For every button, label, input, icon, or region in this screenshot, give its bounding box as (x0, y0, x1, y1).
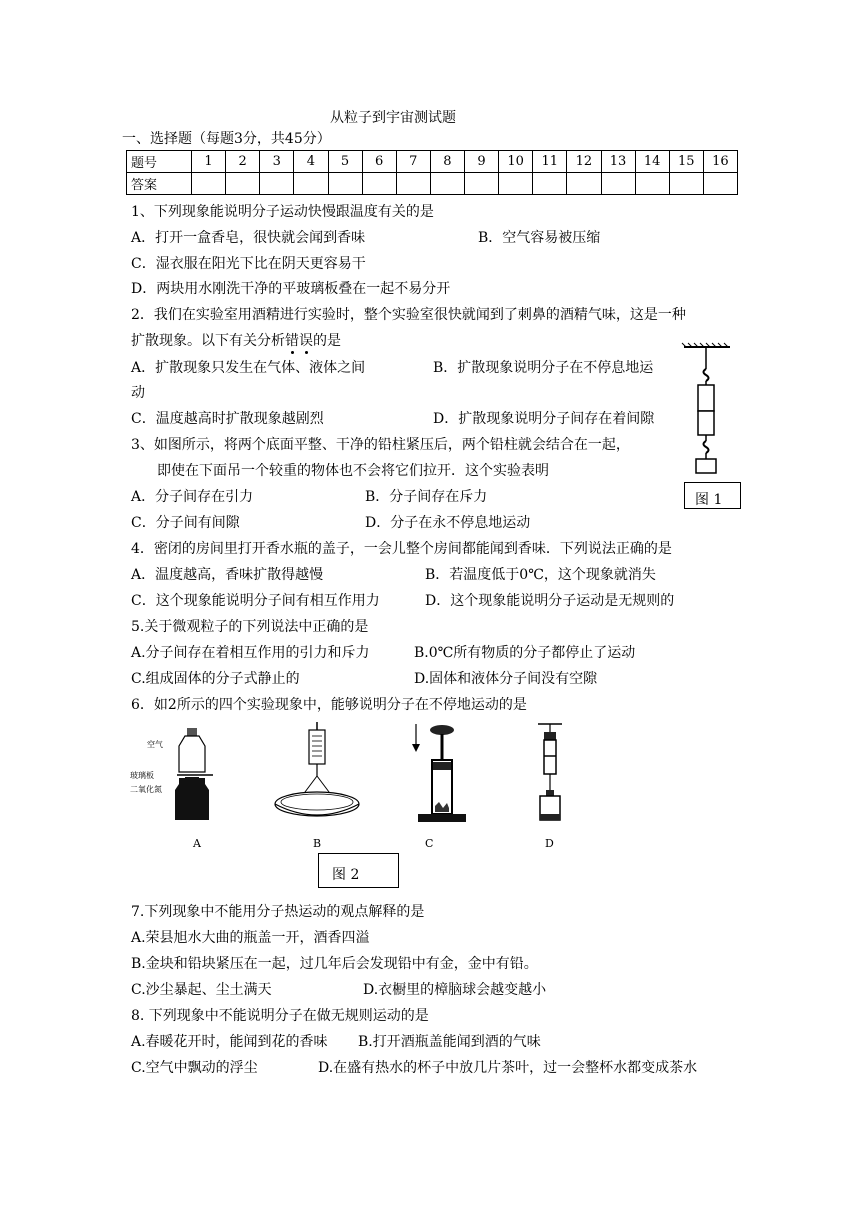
table-cell: 10 (499, 151, 533, 173)
q1-option-a: A．打开一盒香皂，很快就会闻到香味 (131, 230, 366, 246)
q1-option-c: C．湿衣服在阳光下比在阴天更容易干 (131, 256, 366, 272)
q2-option-b: B．扩散现象说明分子在不停息地运 (433, 360, 654, 376)
q1-option-d: D．两块用水刚洗干净的平玻璃板叠在一起不易分开 (131, 281, 451, 297)
q1-option-b: B．空气容易被压缩 (478, 230, 601, 246)
q5-option-c: C.组成固体的分子式静止的 (131, 671, 300, 687)
answer-cell[interactable] (328, 173, 362, 195)
q5-option-d: D.固体和液体分子间没有空隙 (414, 671, 598, 687)
q4-option-d: D．这个现象能说明分子运动是无规则的 (425, 593, 675, 609)
table-cell: 9 (465, 151, 499, 173)
answer-cell[interactable] (192, 173, 226, 195)
q2-stem-line2: 扩散现象。以下有关分析错误的是 (131, 333, 341, 349)
figure-2-label: 图 2 (332, 867, 360, 883)
q7-option-c: C.沙尘暴起、尘土满天 (131, 982, 272, 998)
q4-option-b: B．若温度低于0℃，这个现象就消失 (425, 567, 656, 583)
q7-option-b: B.金块和铅块紧压在一起，过几年后会发现铅中有金，金中有铅。 (131, 956, 538, 972)
q4-option-c: C．这个现象能说明分子间有相互作用力 (131, 593, 380, 609)
table-cell: 12 (567, 151, 601, 173)
q3-stem-line1: 3、如图所示，将两个底面平整、干净的铅柱紧压后，两个铅柱就会结合在一起， (131, 437, 630, 453)
q2-option-b-wrap: 动 (131, 385, 145, 401)
q3-option-d: D．分子在永不停息地运动 (365, 515, 531, 531)
q8-option-b: B.打开酒瓶盖能闻到酒的气味 (358, 1034, 541, 1050)
answer-cell[interactable] (635, 173, 669, 195)
q4-option-a: A．温度越高，香味扩散得越慢 (131, 567, 324, 583)
table-row (127, 173, 738, 195)
q3-stem-line2: 即使在下面吊一个较重的物体也不会将它们拉开．这个实验表明 (157, 463, 549, 479)
figure-2b-spring-scale (272, 722, 362, 826)
answer-cell[interactable] (669, 173, 703, 195)
figure-1-lead-cylinders (682, 343, 742, 483)
answer-cell[interactable] (430, 173, 464, 195)
table-cell: 13 (601, 151, 635, 173)
answer-cell[interactable] (260, 173, 294, 195)
figure-2d-lead-cylinders (530, 722, 570, 828)
answer-cell[interactable] (533, 173, 567, 195)
table-header-number: 题号 (127, 151, 192, 173)
figure-2-label-a: A (193, 837, 201, 850)
table-cell: 14 (635, 151, 669, 173)
figure-1-label-box (684, 482, 741, 509)
table-cell: 1 (192, 151, 226, 173)
q5-option-b: B.0℃所有物质的分子都停止了运动 (414, 645, 636, 661)
table-cell: 16 (703, 151, 737, 173)
q8-option-d: D.在盛有热水的杯子中放几片茶叶，过一会整杯水都变成茶水 (318, 1060, 698, 1076)
answer-cell[interactable] (499, 173, 533, 195)
figure-2a-label-air: 空气 (147, 740, 163, 749)
answer-cell[interactable] (294, 173, 328, 195)
section-heading: 一、选择题（每题3分，共45分） (122, 131, 331, 147)
q2-option-c: C．温度越高时扩散现象越剧烈 (131, 411, 324, 427)
table-header-answer: 答案 (127, 173, 192, 195)
table-cell: 3 (260, 151, 294, 173)
q4-stem: 4．密闭的房间里打开香水瓶的盖子，一会儿整个房间都能闻到香味．下列说法正确的是 (131, 541, 672, 557)
answer-cell[interactable] (703, 173, 737, 195)
q7-stem: 7.下列现象中不能用分子热运动的观点解释的是 (131, 904, 425, 920)
figure-2-label-d: D (545, 837, 554, 850)
table-cell: 8 (430, 151, 464, 173)
answer-cell[interactable] (226, 173, 260, 195)
answer-cell[interactable] (601, 173, 635, 195)
table-cell: 7 (396, 151, 430, 173)
table-cell: 2 (226, 151, 260, 173)
table-cell: 11 (533, 151, 567, 173)
figure-2a-label-no2: 二氧化氮 (130, 785, 162, 794)
answer-cell[interactable] (362, 173, 396, 195)
figure-2c-compression-cylinder (404, 722, 464, 828)
q1-stem: 1、下列现象能说明分子运动快慢跟温度有关的是 (131, 204, 434, 220)
q7-option-d: D.衣橱里的樟脑球会越变越小 (363, 982, 547, 998)
q2-option-d: D．扩散现象说明分子间存在着间隙 (433, 411, 655, 427)
figure-2-label-c: C (425, 837, 434, 850)
q3-option-b: B．分子间存在斥力 (365, 489, 488, 505)
q7-option-a: A.荣县旭水大曲的瓶盖一开，酒香四溢 (131, 930, 370, 946)
figure-2-label-b: B (313, 837, 322, 850)
figure-2a-label-glass: 玻璃板 (130, 771, 154, 780)
q8-stem: 8. 下列现象中不能说明分子在做无规则运动的是 (131, 1008, 429, 1024)
table-cell: 6 (362, 151, 396, 173)
answer-cell[interactable] (567, 173, 601, 195)
q8-option-a: A.春暖花开时，能闻到花的香味 (131, 1034, 328, 1050)
figure-2-label-box (318, 853, 399, 888)
table-cell: 4 (294, 151, 328, 173)
table-cell: 5 (328, 151, 362, 173)
table-row (127, 151, 738, 173)
table-cell: 15 (669, 151, 703, 173)
answer-table (126, 150, 738, 195)
q2-option-a: A．扩散现象只发生在气体、液体之间 (131, 360, 366, 376)
q3-option-c: C．分子间有间隙 (131, 515, 240, 531)
answer-cell[interactable] (465, 173, 499, 195)
q3-option-a: A．分子间存在引力 (131, 489, 254, 505)
q6-stem: 6．如2所示的四个实验现象中，能够说明分子在不停地运动的是 (131, 697, 527, 713)
answer-cell[interactable] (396, 173, 430, 195)
q2-stem-line1: 2．我们在实验室用酒精进行实验时，整个实验室很快就闻到了刺鼻的酒精气味，这是一种 (131, 307, 686, 323)
figure-1-label: 图 1 (695, 492, 723, 508)
q5-stem: 5.关于微观粒子的下列说法中正确的是 (131, 619, 369, 635)
q8-option-c: C.空气中飘动的浮尘 (131, 1060, 258, 1076)
page-title: 从粒子到宇宙测试题 (330, 110, 456, 126)
q5-option-a: A.分子间存在着相互作用的引力和斥力 (131, 645, 370, 661)
